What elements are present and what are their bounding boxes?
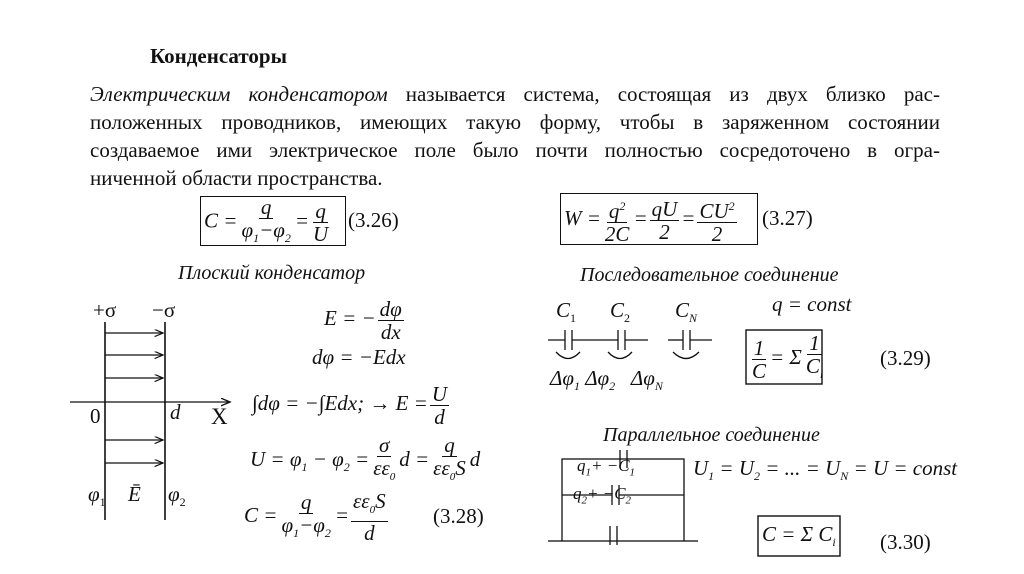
series-circuit — [548, 330, 712, 359]
parallel-q2-label: $q_2+ -C_2$ — [573, 484, 632, 507]
flat-capacitor-heading: Плоский конденсатор — [178, 262, 366, 284]
plus-sigma-label: +σ — [93, 298, 117, 322]
energy-eq-number: (3.27) — [762, 206, 813, 230]
definition-line-1: Электрическим конденсатором называется система, состоящая из двух близко рас- — [90, 82, 940, 106]
dphi-formula: dφ = −Edx — [312, 345, 406, 369]
flat-capacitance-formula: C = $\frac{q}{\varphi_1-\varphi_2}$ = $\frac{\varepsilon\varepsilon_0S}{d}$ — [244, 489, 386, 546]
minus-sigma-label: −σ — [152, 298, 176, 322]
capacitance-formula: C = $\frac{q}{\varphi_1-\varphi_2}$ = $\frac{q}{U}$ — [204, 195, 329, 247]
definition-line-3: создаваемое ими электрическое поле было почти полностью сосредоточено в огра- — [90, 138, 940, 162]
c2-label: $C_2$ — [610, 298, 631, 326]
capacitance-eq-number: (3.26) — [348, 208, 399, 232]
parallel-q1-label: $q_1+ -C_1$ — [577, 456, 636, 479]
parallel-sum-formula: C = Σ $C_i$ — [762, 522, 836, 550]
parallel-connection-heading: Параллельное соединение — [603, 424, 820, 446]
field-formula: E = − $\frac{d\varphi}{dx}$ — [324, 296, 402, 344]
voltage-formula: $U = \varphi_1 - \varphi_2$ = $\frac{\sigma}{\varepsilon\varepsilon_0}$ d = $\frac{q}{\varepsilon\varepsilon_0S}$ d — [250, 433, 481, 484]
series-dphi-labels: $\Delta\varphi_1$ $\Delta\varphi_2$ $\Delta\varphi_N$ — [550, 366, 663, 394]
origin-label: 0 — [90, 404, 101, 428]
phi1-label: $\varphi_1$ — [88, 482, 106, 510]
definition-line-2: положенных проводников, имеющих такую форму, чтобы в заряженном состоянии — [90, 110, 940, 134]
integral-formula: ∫dφ = −∫Edx; → E = $\frac{U}{d}$ — [252, 381, 448, 429]
field-label: Ē — [128, 482, 141, 506]
parallel-eq-number: (3.30) — [880, 530, 931, 554]
distance-label: d — [170, 400, 181, 424]
series-sum-formula: $\frac{1}{C}$ = Σ $\frac{1}{C_i}$ — [752, 331, 823, 383]
series-connection-heading: Последовательное соединение — [580, 264, 839, 286]
phi2-label: $\varphi_2$ — [168, 482, 186, 510]
definition-line-4: ниченной области пространства. — [90, 166, 383, 190]
parallel-u-formula: $U_1 = U_2$ = ... = $U_N = U$ = const — [693, 456, 958, 484]
energy-formula: W = $\frac{q^2}{2C}$ = $\frac{qU}{2}$ = $\frac{CU^2}{2}$ — [564, 196, 735, 247]
series-eq-number: (3.29) — [880, 346, 931, 370]
cn-label: $C_N$ — [675, 298, 698, 326]
x-axis-label: X — [211, 404, 228, 429]
field-lines — [105, 333, 163, 463]
definition-term: Электрическим конденсатором — [90, 82, 388, 106]
flat-eq-number: (3.28) — [433, 504, 484, 528]
c1-label: $C_1$ — [556, 298, 577, 326]
section-title: Конденсаторы — [150, 44, 287, 68]
q-const-label: q = const — [772, 292, 852, 316]
